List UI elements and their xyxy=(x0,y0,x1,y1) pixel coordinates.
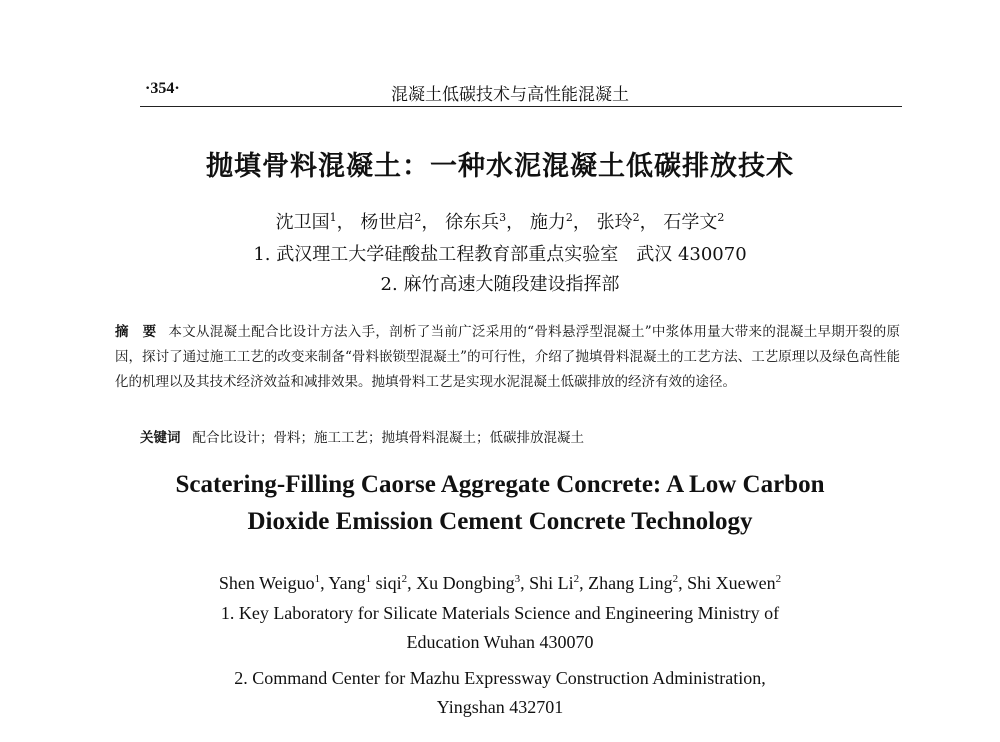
english-affiliation-2: 2. Command Center for Mazhu Expressway Construction Administration, xyxy=(234,668,766,688)
author-sup: 2 xyxy=(565,211,573,224)
author-sup: 2 xyxy=(672,573,679,585)
author: Shen Weiguo xyxy=(218,573,315,593)
chinese-keywords xyxy=(140,426,584,446)
english-title-line: Dioxide Emission Cement Concrete Technology xyxy=(247,508,753,535)
author-sup: 3 xyxy=(514,573,521,585)
author-sup: 2 xyxy=(573,573,580,585)
chinese-abstract xyxy=(115,320,900,395)
author: 杨世启 xyxy=(360,212,415,233)
english-affiliation-2-cont: Yingshan 432701 xyxy=(436,697,564,717)
author-sup: 3 xyxy=(499,211,507,224)
author: Xu Dongbing xyxy=(416,573,515,593)
author: Yang xyxy=(328,573,366,593)
abstract-text: 本文从混凝土配合比设计方法入手，剖析了当前广泛采用的“骨料悬浮型混凝土”中浆体用量大带来的混凝土早期开裂的原因，探讨了通过施工工艺的改变来制备“骨料嵌锁型混凝土”的可行性，介绍了抛填骨料混凝土的工艺方法、工艺原理以及绿色高性能化的机理以及其技术经济效益和减排效果。抛填骨料工艺是实现水泥混凝土低碳排放的经济有效的途径。 xyxy=(115,324,901,390)
author-sup: 2 xyxy=(401,573,408,585)
page-number: ·354· xyxy=(145,80,180,97)
keywords-label: 关键词 xyxy=(140,430,181,446)
author-sup: 1 xyxy=(314,573,321,585)
author: 徐东兵 xyxy=(445,212,500,233)
chinese-affiliation-1: 1. 武汉理工大学硅酸盐工程教育部重点实验室 武汉 430070 xyxy=(253,244,747,265)
keywords-text: 配合比设计；骨料；施工工艺；抛填骨料混凝土；低碳排放混凝土 xyxy=(192,430,584,446)
running-title: 混凝土低碳技术与高性能混凝土 xyxy=(391,85,629,105)
author: siqi xyxy=(375,573,402,593)
chinese-affiliation-2: 2. 麻竹高速大随段建设指挥部 xyxy=(380,274,620,295)
author-sup: 2 xyxy=(717,211,725,224)
author: 施力 xyxy=(529,212,566,233)
english-affiliation-1-cont: Education Wuhan 430070 xyxy=(406,632,594,652)
abstract-label: 摘 要 xyxy=(115,324,157,340)
author: Shi Xuewen xyxy=(687,573,776,593)
author: 张玲 xyxy=(596,212,633,233)
author-sup: 1 xyxy=(329,211,337,224)
author-sup: 2 xyxy=(775,573,782,585)
english-affiliation-1: 1. Key Laboratory for Silicate Materials Science and Engineering Ministry of xyxy=(220,603,780,623)
author-sup: 2 xyxy=(632,211,640,224)
author: 沈卫国 xyxy=(275,212,330,233)
author-sup: 2 xyxy=(414,211,422,224)
author: 石学文 xyxy=(663,212,718,233)
author-sup: 1 xyxy=(365,573,372,585)
author: Zhang Ling xyxy=(588,573,673,593)
author: Shi Li xyxy=(529,573,574,593)
header-rule xyxy=(140,106,902,107)
english-authors: Shen Weiguo$^1$, Yang$^1$ siqi$^2$, Xu Dongbing$^3$, Shi Li$^2$, Zhang Ling$^2$, Shi Xuewen$^2$ xyxy=(218,573,782,593)
english-title-line: Scatering-Filling Caorse Aggregate Concrete: A Low Carbon xyxy=(175,471,825,498)
chinese-authors: 沈卫国$^1$， 杨世启$^2$， 徐东兵$^3$， 施力$^2$， 张玲$^2$， 石学文$^2$ xyxy=(275,211,725,233)
english-title xyxy=(0,466,1000,540)
chinese-title: 抛填骨料混凝土：一种水泥混凝土低碳排放技术 xyxy=(206,151,794,182)
